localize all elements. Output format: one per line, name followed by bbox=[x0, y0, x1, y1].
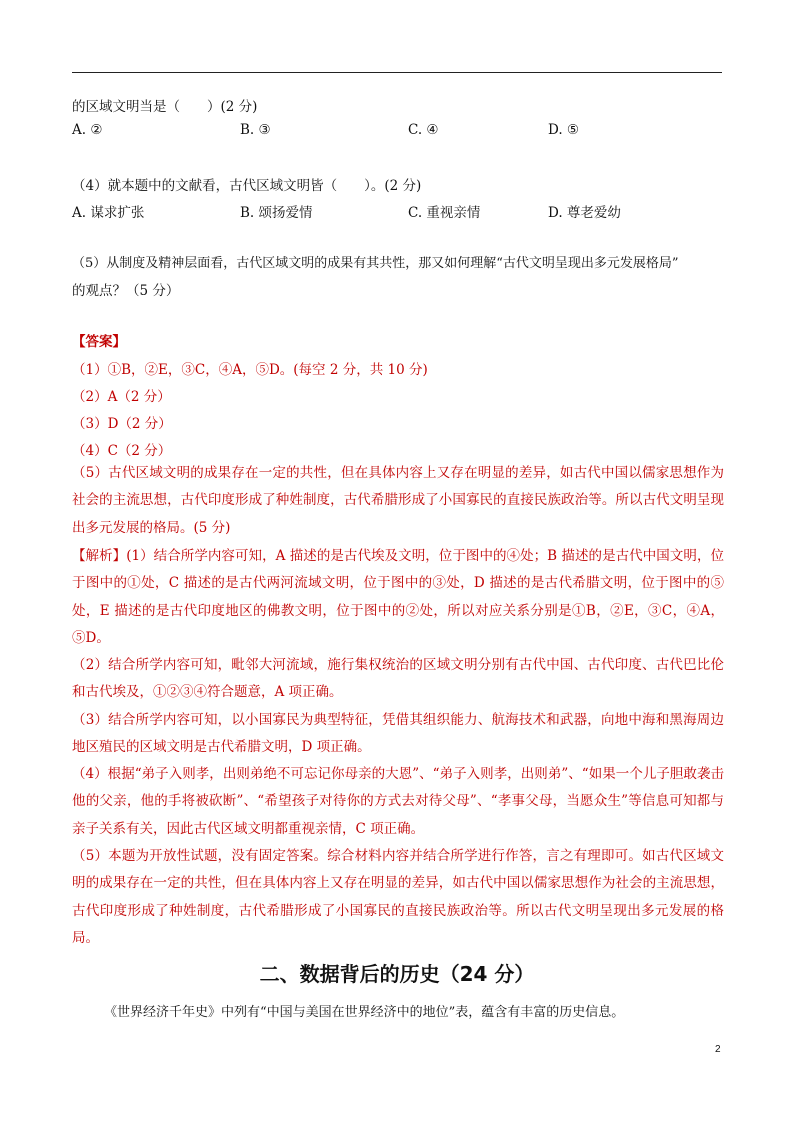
answer-3: （3）D（2 分） bbox=[72, 416, 172, 432]
q4-option-d: D. 尊老爱幼 bbox=[548, 205, 621, 221]
answer-5: （5）古代区域文明的成果存在一定的共性，但在具体内容上又存在明显的差异，如古代中国以儒家思想作为社会的主流思想，古代印度形成了种姓制度，古代希腊形成了小国寡民的直接民族政治等。所以古代文明呈现出多元发展的格局。(5 分) bbox=[72, 465, 724, 536]
analysis-3: （3）结合所学内容可知，以小国寡民为典型特征，凭借其组织能力、航海技术和武器，向地中海和黑海周边地区殖民的区域文明是古代希腊文明，D 项正确。 bbox=[72, 712, 724, 756]
q4-stem: （4）就本题中的文献看，古代区域文明皆（ ）。(2 分) bbox=[72, 178, 422, 194]
q4-option-b: B. 颂扬爱情 bbox=[240, 205, 313, 221]
analysis-1: 【解析】(1）结合所学内容可知，A 描述的是古代埃及文明，位于图中的④处；B 描述的是古代中国文明，位于图中的①处，C 描述的是古代两河流域文明，位于图中的③处，D 描述的是古代希腊文明，位于图中的⑤处，E 描述的是古代印度地区的佛教文明，位于图中的②处，所以对应关系分别是①B，②E，③C，④A，⑤D。 bbox=[72, 548, 724, 647]
q4-option-c: C. 重视亲情 bbox=[408, 205, 481, 221]
q5-stem-line1: （5）从制度及精神层面看，古代区域文明的成果有其共性，那又如何理解“古代文明呈现出多元发展格局” bbox=[72, 256, 679, 271]
answer-2: （2）A（2 分） bbox=[72, 389, 171, 405]
section-intro: 《世界经济千年史》中列有“中国与美国在世界经济中的地位”表，蕴含有丰富的历史信息。 bbox=[104, 1005, 625, 1020]
analysis-4: （4）根据“弟子入则孝，出则弟绝不可忘记你母亲的大恩”、“弟子入则孝，出则弟”、“如果一个儿子胆敢袭击他的父亲，他的手将被砍断”、“希望孩子对待你的方式去对待父母”、“孝事父母，当愿众生”等信息可知都与亲子关系有关，因此古代区域文明都重视亲情，C 项正确。 bbox=[72, 766, 724, 837]
q3-stem: 的区域文明当是（ ）(2 分) bbox=[72, 99, 258, 115]
q3-option-c: C. ④ bbox=[408, 122, 439, 138]
analysis-2: （2）结合所学内容可知，毗邻大河流域，施行集权统治的区域文明分别有古代中国、古代印度、古代巴比伦和古代埃及，①②③④符合题意，A 项正确。 bbox=[72, 657, 724, 701]
answer-label: 【答案】 bbox=[72, 334, 126, 350]
answer-1: （1）①B，②E，③C，④A，⑤D。(每空 2 分，共 10 分) bbox=[72, 362, 428, 378]
q3-option-b: B. ③ bbox=[240, 122, 271, 138]
section-title: 二、数据背后的历史（24 分） bbox=[259, 962, 535, 986]
q3-option-a: A. ② bbox=[72, 122, 103, 138]
q3-option-d: D. ⑤ bbox=[548, 122, 580, 138]
analysis-5: （5）本题为开放性试题，没有固定答案。综合材料内容并结合所学进行作答，言之有理即可。如古代区域文明的成果存在一定的共性，但在具体内容上又存在明显的差异，如古代中国以儒家思想作为社会的主流思想，古代印度形成了种姓制度，古代希腊形成了小国寡民的直接民族政治等。所以古代文明呈现出多元发展的格局。 bbox=[72, 848, 724, 947]
header-rule bbox=[72, 72, 722, 73]
q5-stem-line2: 的观点？（5 分） bbox=[72, 283, 180, 299]
page-number: 2 bbox=[715, 1044, 721, 1055]
answer-4: （4）C（2 分） bbox=[72, 443, 172, 459]
q4-option-a: A. 谋求扩张 bbox=[72, 205, 145, 221]
